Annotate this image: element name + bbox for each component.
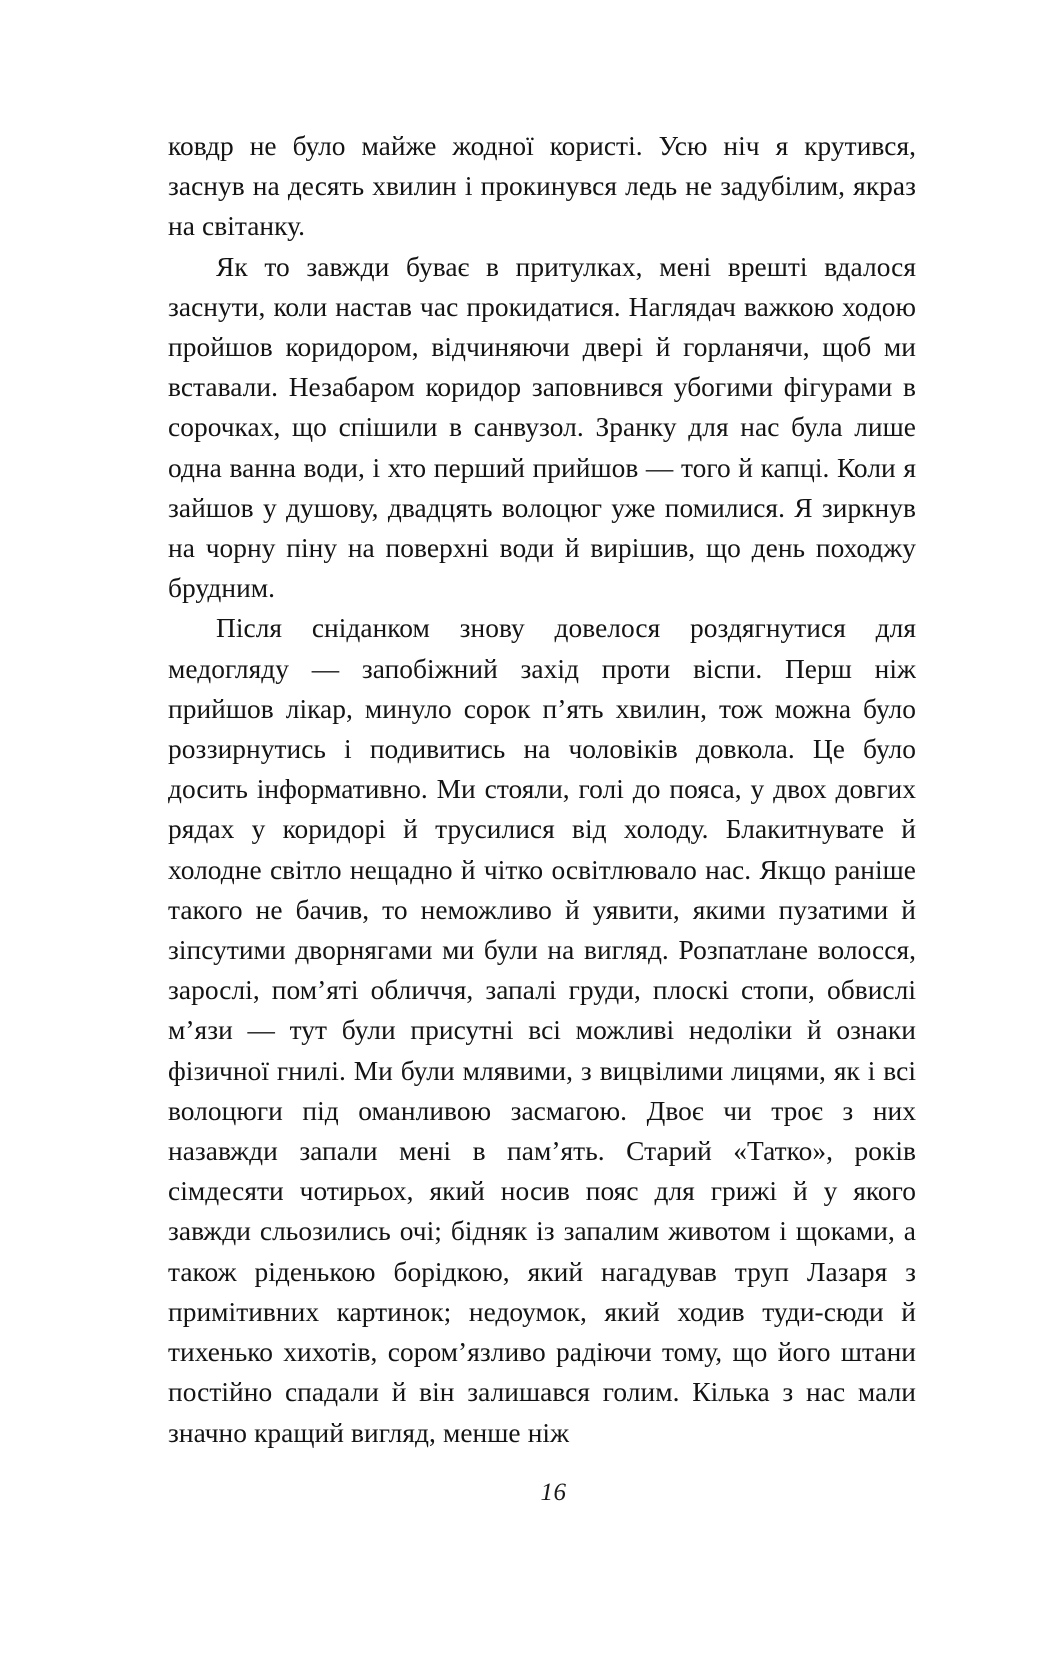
page-number-value: 16 — [540, 1479, 567, 1506]
paragraph-1: ковдр не було майже жодної користі. Усю ніч я крутився, заснув на десять хвилин і прокинувся ледь не задубілим, якраз на світанку. — [168, 131, 916, 242]
page-number-folio — [0, 1478, 1063, 1508]
page-text-block — [168, 126, 916, 1453]
paragraph-2: Як то завжди буває в притулках, мені врешті вдалося заснути, коли настав час прокидатися. Наглядач важкою ходою пройшов коридором, відчиняючи двері й горланячи, щоб ми вставали. Незабаром коридор заповнився убогими фігурами в сорочках, що спішили в санвузол. Зранку для нас була лише одна ванна води, і хто перший прийшов — того й капці. Коли я зайшов у душову, двадцять волоцюг уже помилися. Я зиркнув на чорну піну на поверхні води й вирішив, що день походжу брудним. — [168, 251, 916, 604]
paragraph-3: Після сніданком знову довелося роздягнутися для медогляду — запобіжний захід проти віспи. Перш ніж прийшов лікар, минуло сорок п’ять хвилин, тож можна було роззирнутись і подивитись на чоловіків довкола. Це було досить інформативно. Ми стояли, голі до пояса, у двох довгих рядах у коридорі й трусилися від холоду. Блакитнувате й холодне світло нещадно й чітко освітлювало нас. Якщо раніше такого не бачив, то неможливо й уявити, якими пузатими й зіпсутими дворнягами ми були на вигляд. Розпатлане волосся, зарослі, пом’яті обличчя, запалі груди, плоскі стопи, обвислі м’язи — тут були присутні всі можливі недоліки й ознаки фізичної гнилі. Ми були млявими, з вицвілими лицями, як і всі волоцюги під оманливою засмагою. Двоє чи троє з них назавжди запали мені в пам’ять. Старий «Татко», років сімдесяти чотирьох, який носив пояс для грижі й у якого завжди сльозились очі; бідняк із запалим животом і щоками, а також ріденькою борідкою, який нагадував труп Лазаря з примітивних картинок; недоумок, який ходив туди-сюди й тихенько хихотів, сором’язливо радіючи тому, що його штани постійно спадали й він залишався голим. Кілька з нас мали значно кращий вигляд, менше ніж — [168, 613, 916, 1448]
